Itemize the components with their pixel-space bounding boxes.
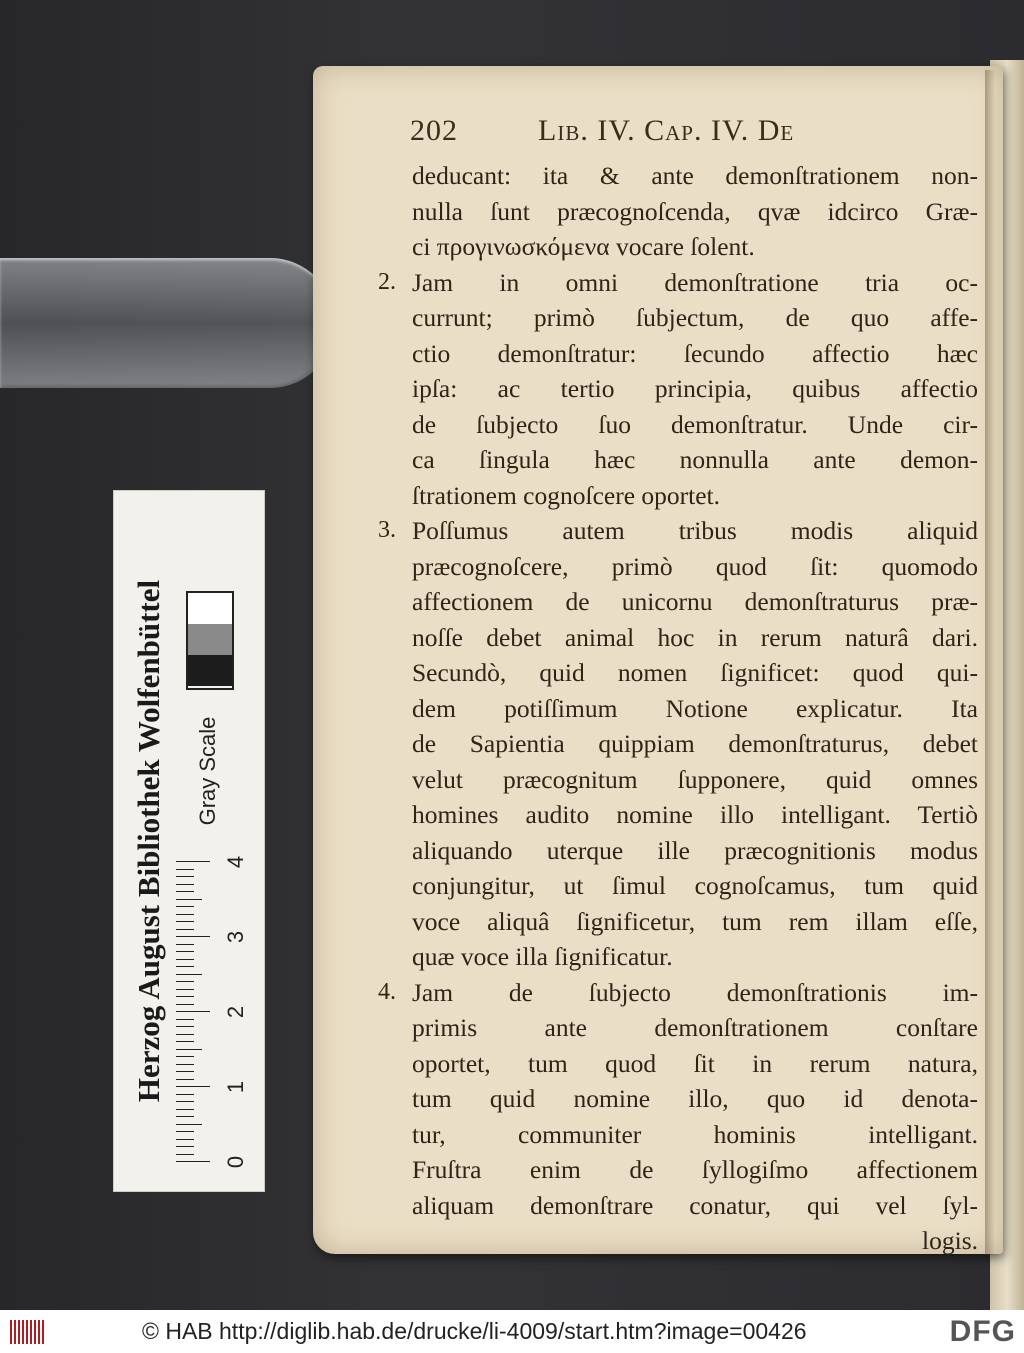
footer-bar	[0, 1310, 1024, 1353]
text-line	[378, 1152, 978, 1188]
text-line	[378, 513, 978, 549]
scale-tick	[176, 1064, 194, 1065]
scale-tick	[176, 861, 210, 862]
gray-scale-label: Gray Scale	[195, 716, 220, 826]
scale-tick	[176, 891, 194, 892]
line-text: aliquam demonſtrare conatur, qui vel ſyl-	[412, 1190, 978, 1220]
scale-tick	[176, 929, 194, 930]
line-text: ſtrationem cognoſcere oportet.	[412, 480, 721, 510]
text-line	[378, 1046, 978, 1082]
line-text: tur, communiter hominis intelligant.	[412, 1119, 978, 1149]
gray-patch	[188, 593, 232, 624]
scale-tick	[176, 1019, 194, 1020]
line-text: currunt; primò ſubjectum, de quo affe-	[412, 303, 978, 332]
text-line	[378, 1117, 978, 1153]
line-text: affectionem de unicornu demonſtraturus præ-	[412, 587, 978, 616]
page-holder-spatula	[0, 258, 335, 388]
line-text: ci προγινωσκόμενα vocare ſolent.	[412, 232, 755, 261]
text-line	[378, 336, 978, 372]
gray-patch	[188, 655, 232, 686]
line-text: Secundò, quid nomen ſignificet: quod qui-	[412, 658, 978, 687]
scale-tick	[176, 959, 194, 960]
text-line	[378, 300, 978, 336]
scale-tick	[176, 1011, 210, 1012]
scale-tick	[176, 936, 210, 937]
scale-number: 0	[223, 1155, 248, 1169]
text-line	[378, 229, 978, 265]
page-gutter-shadow	[985, 70, 995, 1255]
line-text: Poſſumus autem tribus modis aliquid	[412, 516, 978, 545]
scale-tick	[176, 1004, 194, 1005]
text-line	[378, 726, 978, 762]
text-line	[378, 442, 978, 478]
text-line	[378, 194, 978, 230]
line-text: noſſe debet animal hoc in rerum naturâ dari.	[412, 622, 978, 652]
scale-tick	[176, 1139, 194, 1140]
text-line	[378, 620, 978, 656]
dfg-logo: DFG	[949, 1315, 1016, 1348]
gray-patch	[188, 624, 232, 655]
text-line	[378, 868, 978, 904]
text-line	[378, 1223, 978, 1259]
scale-tick	[176, 996, 194, 997]
line-text: tum quid nomine illo, quo id denota-	[412, 1084, 978, 1113]
line-text: homines audito nomine illo intelligant. Tertiò	[412, 800, 978, 829]
scale-tick	[176, 1131, 194, 1132]
scale-tick	[176, 974, 202, 975]
paragraph-number: 4.	[378, 978, 396, 1005]
line-text: præcognoſcere, primò quod ſit: quomodo	[412, 551, 978, 581]
text-line	[378, 904, 978, 940]
text-line	[378, 1188, 978, 1224]
scale-number: 3	[223, 930, 248, 944]
line-text: voce aliquâ ſignificetur, tum rem illam eſſe,	[412, 906, 978, 936]
text-line	[378, 478, 978, 514]
line-text: de ſubjecto ſuo demonſtratur. Unde cir-	[412, 409, 978, 439]
line-text: de Sapientia quippiam demonſtraturus, debet	[412, 729, 978, 758]
scale-tick	[176, 1034, 194, 1035]
scale-tick	[176, 1154, 194, 1155]
line-text: Jam de ſubjecto demonſtrationis im-	[412, 977, 978, 1007]
page-body-text	[378, 158, 978, 1259]
line-text: nulla ſunt præcognoſcenda, qvæ idcirco Græ-	[412, 196, 978, 226]
scale-tick	[176, 906, 194, 907]
line-text: dem potiſſimum Notione explicatur. Ita	[412, 693, 978, 723]
scale-tick	[176, 1086, 210, 1087]
line-text: conjungitur, ut ſimul cognoſcamus, tum quid	[412, 871, 978, 900]
line-text: logis.	[922, 1226, 978, 1255]
scale-tick	[176, 1026, 194, 1027]
scale-tick	[176, 914, 194, 915]
text-line	[378, 655, 978, 691]
scale-tick	[176, 1041, 194, 1042]
scale-tick	[176, 1079, 194, 1080]
scale-tick	[176, 1116, 194, 1117]
text-line	[378, 975, 978, 1011]
scale-tick	[176, 921, 194, 922]
scale-number: 2	[223, 1005, 248, 1019]
scale-tick	[176, 1109, 194, 1110]
text-line	[378, 1081, 978, 1117]
scale-tick	[176, 884, 194, 885]
text-line	[378, 691, 978, 727]
running-title: Lib. IV. Cap. IV. De	[538, 114, 795, 147]
scale-tick	[176, 1094, 194, 1095]
text-line	[378, 762, 978, 798]
scale-tick	[176, 1049, 202, 1050]
gray-scale-patches	[186, 591, 234, 690]
text-line	[378, 158, 978, 194]
hab-logo-icon	[10, 1320, 46, 1344]
color-reference-ruler	[113, 490, 265, 1192]
paragraph-number: 3.	[378, 517, 396, 543]
text-line	[378, 265, 978, 301]
line-text: ipſa: ac tertio principia, quibus affectio	[412, 374, 978, 403]
line-text: deducant: ita & ante demonſtrationem non-	[412, 161, 978, 190]
text-line	[378, 833, 978, 869]
text-line	[378, 1010, 978, 1046]
scale-tick	[176, 951, 194, 952]
line-text: Fruſtra enim de ſyllogiſmo affectionem	[412, 1155, 978, 1184]
line-text: aliquando uterque ille præcognitionis modus	[412, 835, 978, 865]
text-line	[378, 371, 978, 407]
copyright-credit: © HAB http://diglib.hab.de/drucke/li-4009/start.htm?image=00426	[142, 1318, 807, 1344]
scale-tick	[176, 1056, 194, 1057]
line-text: Jam in omni demonſtratione tria oc-	[412, 267, 978, 297]
scale-number: 4	[223, 855, 248, 869]
line-text: ca ſingula hæc nonnulla ante demon-	[412, 445, 978, 474]
scale-tick	[176, 1071, 194, 1072]
page-header	[410, 110, 970, 150]
ruler-institution-label: Herzog August Bibliothek Wolfenbüttel	[131, 579, 166, 1102]
text-line	[378, 797, 978, 833]
measurement-scale	[176, 851, 260, 1176]
scale-number: 1	[223, 1080, 248, 1094]
scale-tick	[176, 1101, 194, 1102]
scale-tick	[176, 944, 194, 945]
line-text: velut præcognitum ſupponere, quid omnes	[412, 764, 978, 794]
text-line	[378, 584, 978, 620]
line-text: oportet, tum quod ſit in rerum natura,	[412, 1048, 978, 1078]
scale-tick	[176, 869, 194, 870]
scale-tick	[176, 981, 194, 982]
scale-tick	[176, 899, 202, 900]
paragraph-number: 2.	[378, 268, 396, 295]
text-line	[378, 939, 978, 975]
scale-tick	[176, 1161, 210, 1162]
scale-tick	[176, 876, 194, 877]
text-line	[378, 407, 978, 443]
page-number: 202	[410, 114, 458, 147]
scale-tick	[176, 1146, 194, 1147]
line-text: quæ voce illa ſignificatur.	[412, 942, 673, 971]
text-line	[378, 549, 978, 585]
scale-tick	[176, 966, 194, 967]
line-text: primis ante demonſtrationem conſtare	[412, 1013, 978, 1042]
scale-tick	[176, 1124, 202, 1125]
line-text: ctio demonſtratur: ſecundo affectio hæc	[412, 338, 978, 368]
scale-tick	[176, 989, 194, 990]
